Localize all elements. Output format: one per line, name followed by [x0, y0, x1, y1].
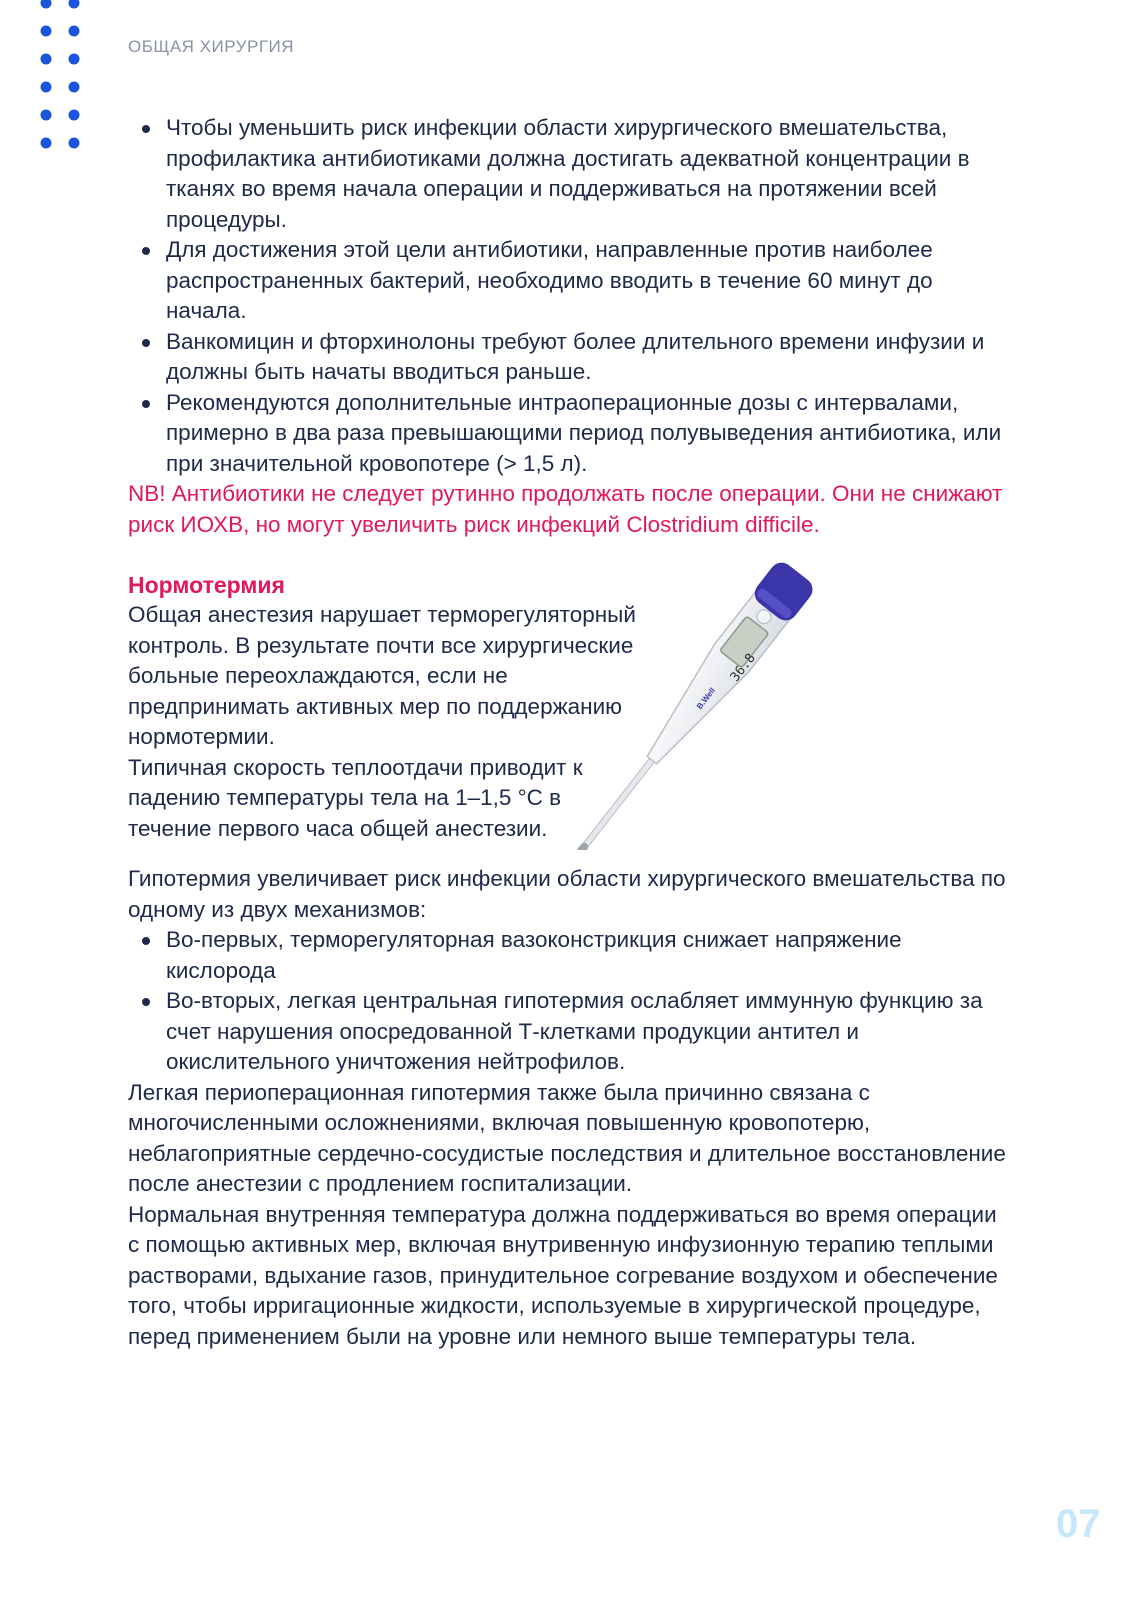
hypothermia-intro: Гипотермия увеличивает риск инфекции области хирургического вмешательства по одному из двух механизмов:: [128, 866, 1006, 922]
hypothermia-paragraph: Легкая периоперационная гипотермия также была причинно связана с многочисленными осложнениями, включая повышенную кровопотерю, неблагоприятные сердечно-сосудистые последствия и длительное восстановление после анестезии с продлением госпитализации.: [128, 1079, 1006, 1196]
normothermia-paragraph: Типичная скорость теплоотдачи приводит к падению температуры тела на 1–1,5 °C в течение первого часа общей анестезии.: [128, 754, 583, 841]
list-item: Во-первых, терморегуляторная вазоконстрикция снижает напряжение кислорода: [166, 925, 1008, 986]
section-header: ОБЩАЯ ХИРУРГИЯ: [128, 37, 295, 56]
list-item: Для достижения этой цели антибиотики, направленные против наиболее распространенных бактерий, необходимо вводить в течение 60 минут до начала.: [166, 235, 1008, 327]
nb-note: NB! Антибиотики не следует рутинно продолжать после операции. Они не снижают риск ИОХВ, но могут увеличить риск инфекций Clostridium difficile.: [128, 481, 1003, 537]
list-item: Ванкомицин и фторхинолоны требуют более длительного времени инфузии и должны быть начаты вводиться раньше.: [166, 327, 1008, 388]
hypothermia-paragraph: Нормальная внутренняя температура должна поддерживаться во время операции с помощью активных мер, включая внутривенную инфузионную терапию теплыми растворами, вдыхание газов, принудительное согревание воздухом и обеспечение того, чтобы ирригационные жидкости, используемые в хирургической процедуре, перед применением были на уровне или немного выше температуры тела.: [128, 1201, 998, 1349]
antibiotics-list: [128, 113, 1008, 479]
thermometer-image: [560, 560, 830, 850]
decorative-dots-icon: [38, 0, 88, 150]
thermometer-display: 36.8: [727, 650, 759, 685]
normothermia-paragraph: Общая анестезия нарушает терморегуляторный контроль. В результате почти все хирургические больные переохлаждаются, если не предпринимать активных мер по поддержанию нормотермии.: [128, 602, 636, 749]
page-number: 07: [1056, 1502, 1101, 1546]
list-item: Во-вторых, легкая центральная гипотермия ослабляет иммунную функцию за счет нарушения опосредованной Т-клетками продукции антител и окислительного уничтожения нейтрофилов.: [166, 986, 1008, 1078]
list-item: Чтобы уменьшить риск инфекции области хирургического вмешательства, профилактика антибиотиками должна достигать адекватной концентрации в тканях во время начала операции и поддерживаться на протяжении всей процедуры.: [166, 113, 1008, 235]
list-item: Рекомендуются дополнительные интраоперационные дозы с интервалами, примерно в два раза превышающими период полувыведения антибиотика, или при значительной кровопотере (> 1,5 л).: [166, 388, 1008, 480]
section-title-normothermia: Нормотермия: [128, 572, 285, 598]
hypothermia-list: [128, 925, 1008, 1078]
thermometer-brand: B.Well: [694, 686, 718, 711]
